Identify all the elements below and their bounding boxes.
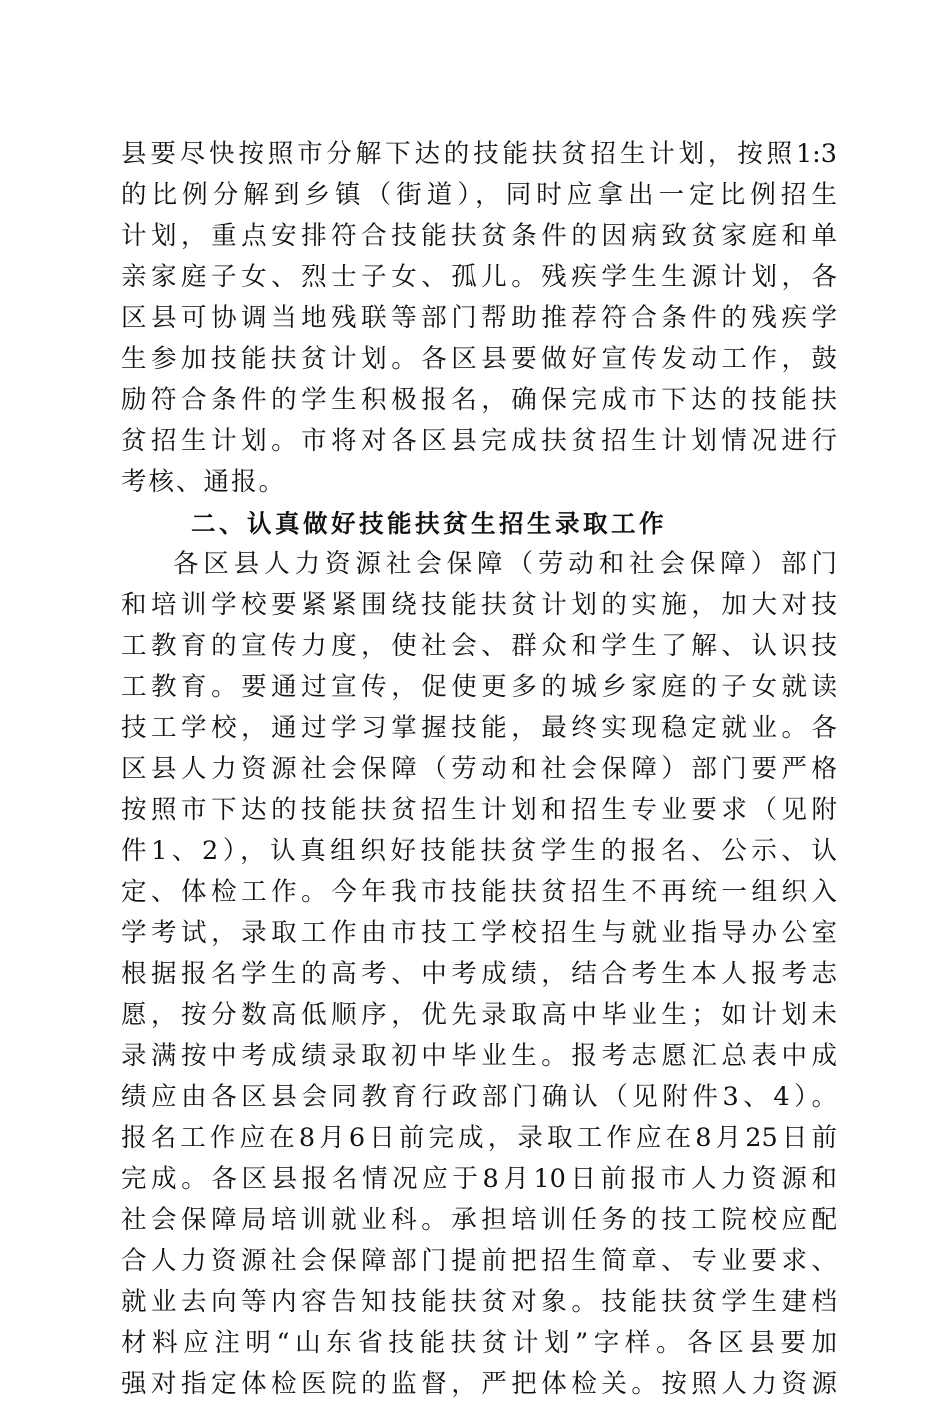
body-line: 技工学校，通过学习掌握技能，最终实现稳定就业。各 xyxy=(121,713,837,743)
body-line: 的比例分解到乡镇（街道），同时应拿出一定比例招生 xyxy=(121,180,837,210)
body-line: 计划，重点安排符合技能扶贫条件的因病致贫家庭和单 xyxy=(121,221,837,251)
body-line: 区县可协调当地残联等部门帮助推荐符合条件的残疾学 xyxy=(121,303,837,333)
body-line: 就业去向等内容告知技能扶贫对象。技能扶贫学生建档 xyxy=(121,1287,837,1317)
body-line: 县要尽快按照市分解下达的技能扶贫招生计划，按照1:3 xyxy=(121,139,837,169)
body-line: 考核、通报。 xyxy=(121,467,287,497)
body-line: 社会保障局培训就业科。承担培训任务的技工院校应配 xyxy=(121,1205,837,1235)
body-line: 和培训学校要紧紧围绕技能扶贫计划的实施，加大对技 xyxy=(121,590,837,620)
body-line: 完成。各区县报名情况应于8月10日前报市人力资源和 xyxy=(121,1164,837,1194)
paragraph-first-line: 各区县人力资源社会保障（劳动和社会保障）部门 xyxy=(173,549,837,579)
body-line: 报名工作应在8月6日前完成，录取工作应在8月25日前 xyxy=(121,1123,837,1153)
document-body xyxy=(121,134,837,1405)
body-line: 录满按中考成绩录取初中毕业生。报考志愿汇总表中成 xyxy=(121,1041,837,1071)
body-line: 亲家庭子女、烈士子女、孤儿。残疾学生生源计划，各 xyxy=(121,262,837,292)
body-line: 生参加技能扶贫计划。各区县要做好宣传发动工作，鼓 xyxy=(121,344,837,374)
body-line: 件1、2），认真组织好技能扶贫学生的报名、公示、认 xyxy=(121,836,837,866)
body-line: 工教育。要通过宣传，促使更多的城乡家庭的子女就读 xyxy=(121,672,837,702)
body-line: 绩应由各区县会同教育行政部门确认（见附件3、4）。 xyxy=(121,1082,837,1112)
body-line: 按照市下达的技能扶贫招生计划和招生专业要求（见附 xyxy=(121,795,837,825)
body-line: 材料应注明“山东省技能扶贫计划”字样。各区县要加 xyxy=(121,1328,837,1358)
body-line: 区县人力资源社会保障（劳动和社会保障）部门要严格 xyxy=(121,754,837,784)
body-line: 根据报名学生的高考、中考成绩，结合考生本人报考志 xyxy=(121,959,837,989)
section-heading: 二、认真做好技能扶贫生招生录取工作 xyxy=(191,509,667,538)
body-line: 贫招生计划。市将对各区县完成扶贫招生计划情况进行 xyxy=(121,426,837,456)
body-line: 学考试，录取工作由市技工学校招生与就业指导办公室 xyxy=(121,918,837,948)
body-line: 愿，按分数高低顺序，优先录取高中毕业生；如计划未 xyxy=(121,1000,837,1030)
body-line: 强对指定体检医院的监督，严把体检关。按照人力资源 xyxy=(121,1369,837,1399)
body-line: 励符合条件的学生积极报名，确保完成市下达的技能扶 xyxy=(121,385,837,415)
body-line: 工教育的宣传力度，使社会、群众和学生了解、认识技 xyxy=(121,631,837,661)
body-line: 定、体检工作。今年我市技能扶贫招生不再统一组织入 xyxy=(121,877,837,907)
body-line: 合人力资源社会保障部门提前把招生简章、专业要求、 xyxy=(121,1246,837,1276)
